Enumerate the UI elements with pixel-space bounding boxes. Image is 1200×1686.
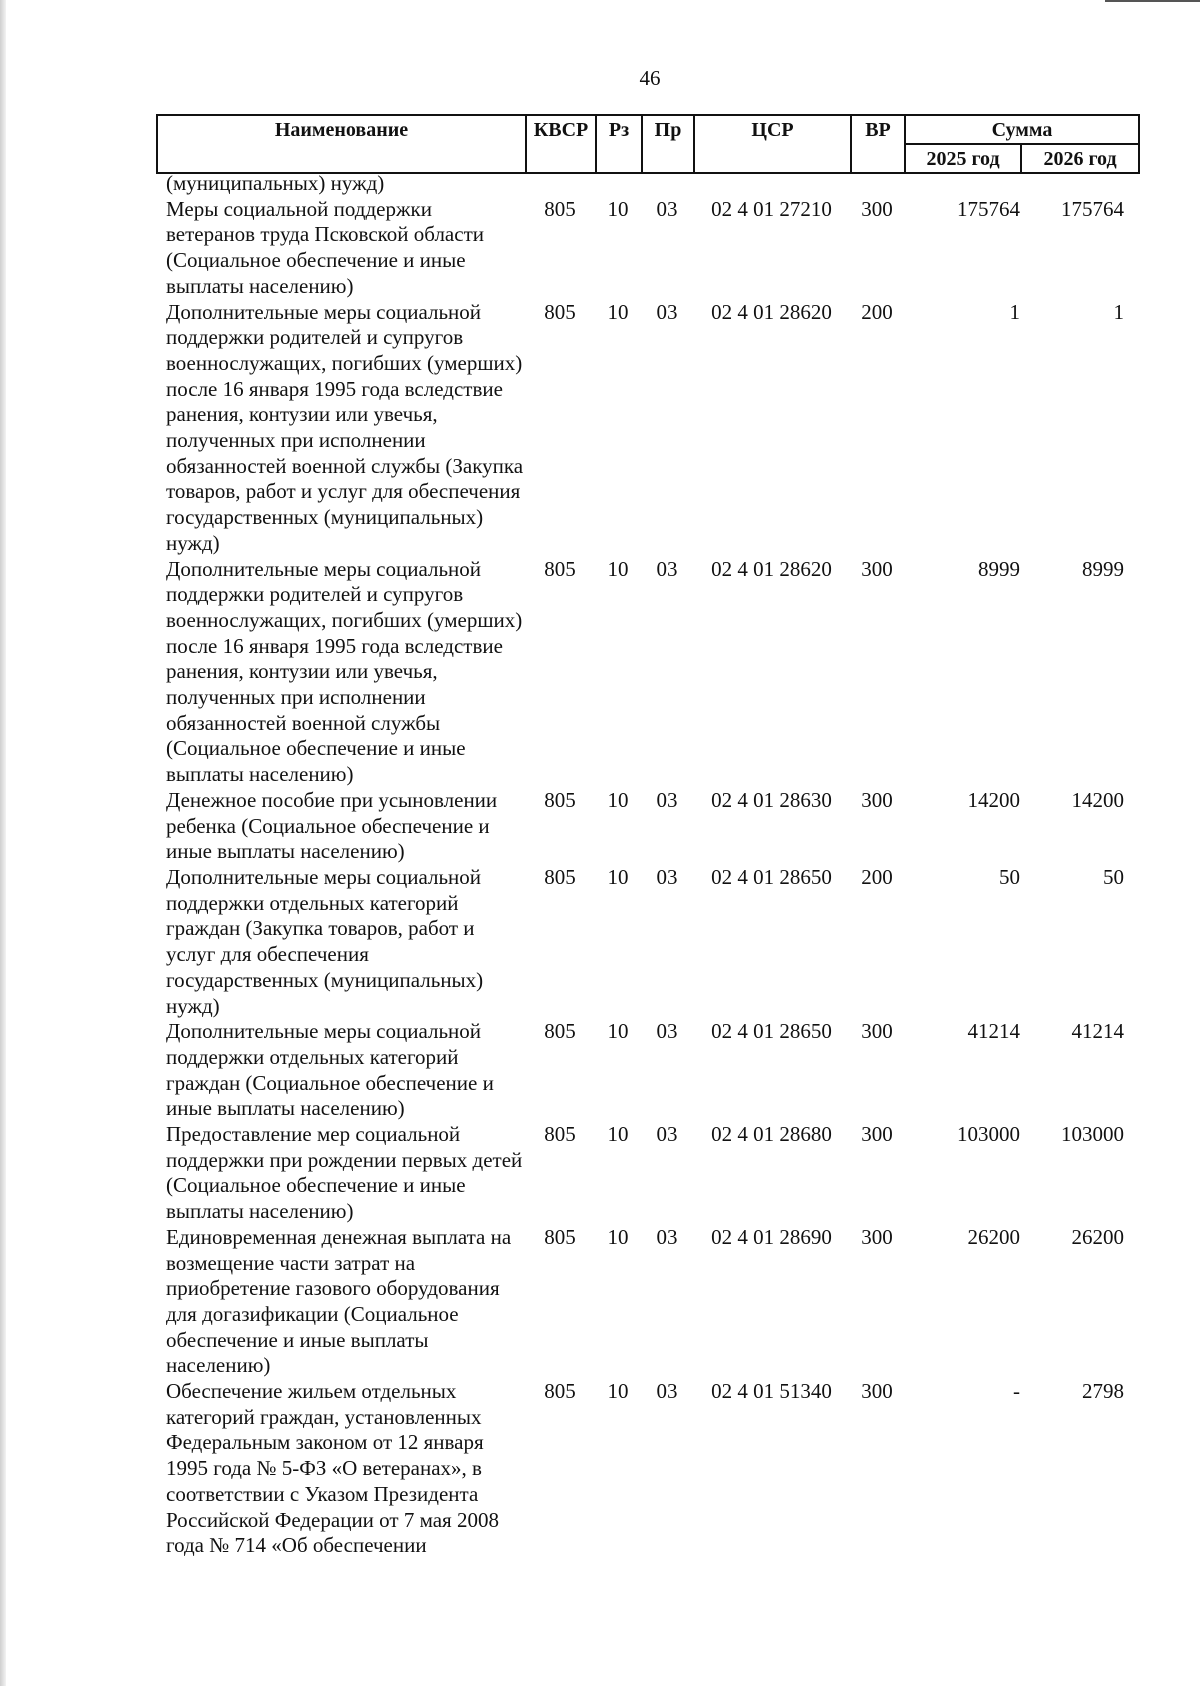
cell-csr: 02 4 01 51340 [711,1379,832,1404]
cell-vr: 300 [861,1379,893,1404]
table-row [166,1122,1138,1225]
cell-pr: 03 [656,787,678,812]
cell-y2026: 103000 [1061,1122,1125,1147]
table-row [166,865,1138,1019]
cell-vr: 300 [861,787,893,812]
cell-vr: 300 [861,196,893,221]
cell-csr: 02 4 01 27210 [711,196,832,221]
cell-csr: 02 4 01 28630 [711,787,832,812]
header-pr: Пр [642,115,694,173]
cell-kvsr: 805 [544,787,576,812]
table-row [166,1379,1138,1559]
header-rz: Рз [596,115,642,173]
cell-vr: 300 [861,1224,893,1249]
table-body [166,171,1138,1559]
cell-y2025: 50 [999,864,1020,889]
cell-kvsr: 805 [544,556,576,581]
cell-pr: 03 [656,196,678,221]
cell-y2025: 14200 [967,787,1020,812]
top-rule [1105,0,1200,2]
cell-kvsr: 805 [544,299,576,324]
table-row [166,788,1138,865]
cell-vr: 300 [861,556,893,581]
table-row [166,197,1138,300]
cell-y2025: 41214 [967,1019,1020,1044]
cell-pr: 03 [656,1122,678,1147]
cell-name: Дополнительные меры социальной поддержки родителей и супругов военнослужащих, погибших (умерших) после 16 января 1995 года вследствие ранения, контузии или увечья, полученных при исполнении обязанностей военной службы (Закупка товаров, работ и услуг для обеспечения государственных (муниципальных) нужд) [166,299,524,555]
cell-vr: 200 [861,299,893,324]
cell-y2026: 41214 [1071,1019,1125,1044]
cell-kvsr: 805 [544,196,576,221]
cell-kvsr: 805 [544,1379,576,1404]
page-number-text: 46 [639,66,661,90]
cell-rz: 10 [607,1224,629,1249]
cell-rz: 10 [607,1379,629,1404]
cell-name: Денежное пособие при усыновлении ребенка (Социальное обеспечение и иные выплаты населению) [166,787,498,864]
cell-y2025: 1 [1009,299,1020,324]
cell-rz: 10 [607,1122,629,1147]
cell-rz: 10 [607,299,629,324]
cell-name: Предоставление мер социальной поддержки при рождении первых детей (Социальное обеспечение и иные выплаты населению) [166,1122,523,1224]
cell-csr: 02 4 01 28680 [711,1122,832,1147]
cell-csr: 02 4 01 28620 [711,556,832,581]
cell-y2026: 2798 [1082,1379,1125,1404]
cell-rz: 10 [607,864,629,889]
cell-y2025: 103000 [957,1122,1020,1147]
cell-y2025: 8999 [978,556,1020,581]
continuation-row [166,171,1138,197]
cell-y2025: - [1013,1379,1020,1404]
cell-pr: 03 [656,1019,678,1044]
header-name: Наименование [157,115,526,173]
cell-y2026: 26200 [1071,1224,1125,1249]
header-csr: ЦСР [694,115,851,173]
table-row [166,1019,1138,1122]
cell-vr: 300 [861,1019,893,1044]
table-header [156,114,1140,174]
cell-pr: 03 [656,864,678,889]
cell-rz: 10 [607,1019,629,1044]
scan-edge [0,0,6,1686]
cell-y2025: 26200 [967,1224,1020,1249]
cell-name: Дополнительные меры социальной поддержки отдельных категорий граждан (Социальное обеспечение и иные выплаты населению) [166,1019,494,1121]
continuation-text: (муниципальных) нужд) [166,171,385,195]
cell-kvsr: 805 [544,1224,576,1249]
cell-csr: 02 4 01 28650 [711,1019,832,1044]
cell-kvsr: 805 [544,1122,576,1147]
cell-y2026: 1 [1113,299,1125,324]
cell-name: Меры социальной поддержки ветеранов труда Псковской области (Социальное обеспечение и иные выплаты населению) [166,196,484,298]
table-row [166,300,1138,557]
cell-csr: 02 4 01 28690 [711,1224,832,1249]
cell-pr: 03 [656,556,678,581]
cell-y2026: 14200 [1071,787,1125,812]
cell-name: Дополнительные меры социальной поддержки родителей и супругов военнослужащих, погибших (умерших) после 16 января 1995 года вследствие ранения, контузии или увечья, полученных при исполнении обязанностей военной службы (Социальное обеспечение и иные выплаты населению) [166,556,523,787]
cell-csr: 02 4 01 28650 [711,864,832,889]
cell-vr: 200 [861,864,893,889]
cell-kvsr: 805 [544,1019,576,1044]
cell-pr: 03 [656,299,678,324]
cell-rz: 10 [607,787,629,812]
cell-name: Обеспечение жильем отдельных категорий граждан, установленных Федеральным законом от 12 января 1995 года № 5-ФЗ «О ветеранах», в соответствии с Указом Президента Российской Федерации от 7 мая 2008 года № 714 «Об обеспечении [166,1379,499,1558]
table-row [166,1225,1138,1379]
header-kvsr: КВСР [526,115,596,173]
cell-rz: 10 [607,196,629,221]
cell-pr: 03 [656,1379,678,1404]
header-2025: 2025 год [905,144,1021,173]
header-2026: 2026 год [1021,144,1139,173]
cell-name: Единовременная денежная выплата на возмещение части затрат на приобретение газового оборудования для догазификации (Социальное обеспечение и иные выплаты населению) [166,1224,512,1378]
cell-csr: 02 4 01 28620 [711,299,832,324]
cell-kvsr: 805 [544,864,576,889]
table-row [166,557,1138,788]
cell-rz: 10 [607,556,629,581]
page-number [0,66,1200,91]
cell-name: Дополнительные меры социальной поддержки отдельных категорий граждан (Закупка товаров, работ и услуг для обеспечения государственных (муниципальных) нужд) [166,864,484,1018]
cell-pr: 03 [656,1224,678,1249]
header-sum: Сумма [905,115,1139,144]
cell-y2026: 50 [1103,864,1125,889]
cell-y2026: 8999 [1082,556,1125,581]
header-vr: ВР [851,115,905,173]
cell-y2025: 175764 [957,196,1020,221]
cell-y2026: 175764 [1061,196,1125,221]
cell-vr: 300 [861,1122,893,1147]
